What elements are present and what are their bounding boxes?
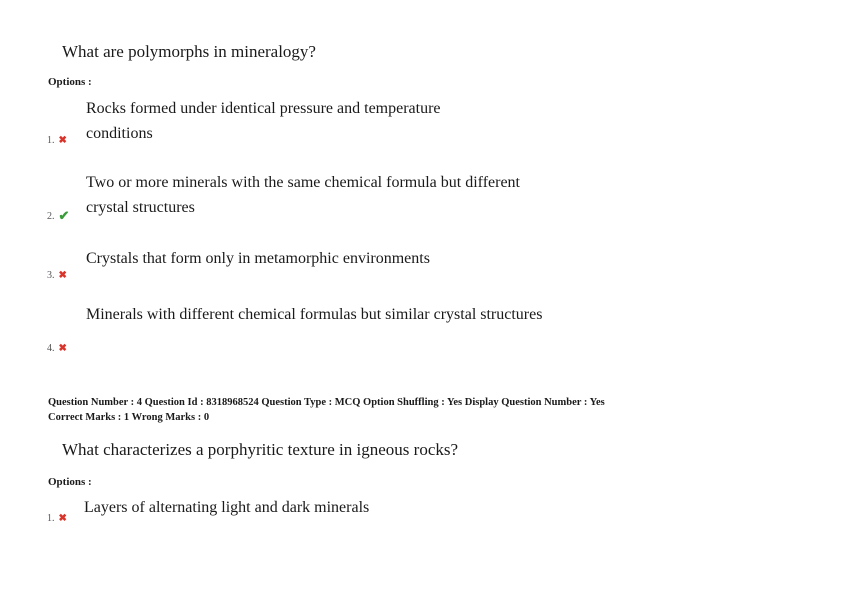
option-text: Crystals that form only in metamorphic environments: [86, 250, 430, 267]
option-text: Two or more minerals with the same chemical formula but different crystal structures: [86, 174, 520, 216]
cross-icon: ✖: [58, 513, 67, 524]
option-number: 4.: [47, 343, 55, 354]
option-marker: [47, 343, 67, 354]
options-label: Options :: [48, 476, 92, 488]
option-number: 1.: [47, 513, 55, 524]
option-number: 3.: [47, 270, 55, 281]
question-meta: Question Number : 4 Question Id : 8318968524 Question Type : MCQ Option Shuffling : Yes Display Question Number : Yes: [48, 397, 605, 408]
option-marker: [47, 135, 67, 146]
cross-icon: ✖: [58, 135, 67, 146]
check-icon: ✔: [58, 208, 70, 223]
marks-meta: Correct Marks : 1 Wrong Marks : 0: [48, 412, 210, 423]
question-text: What are polymorphs in mineralogy?: [62, 42, 316, 61]
option-text: Rocks formed under identical pressure and temperature conditions: [86, 100, 441, 142]
option-marker: [47, 270, 67, 281]
option-text: Layers of alternating light and dark minerals: [84, 499, 370, 516]
option-number: 2.: [47, 210, 55, 222]
option-number: 1.: [47, 135, 55, 146]
option-marker: [47, 513, 67, 524]
options-label: Options :: [48, 76, 92, 88]
option-marker: [47, 208, 69, 224]
question-text: What characterizes a porphyritic texture in igneous rocks?: [62, 440, 459, 459]
cross-icon: ✖: [58, 270, 67, 281]
option-text: Minerals with different chemical formulas but similar crystal structures: [86, 306, 543, 323]
cross-icon: ✖: [58, 343, 67, 354]
